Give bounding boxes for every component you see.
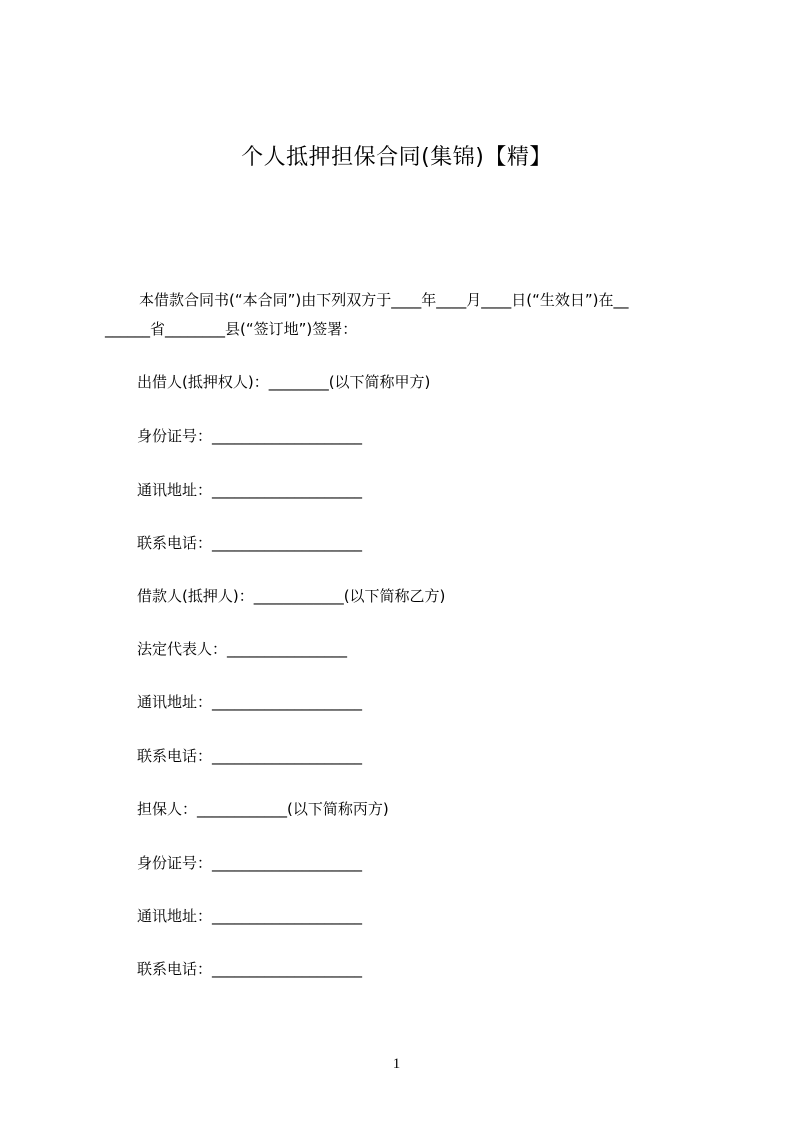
intro-line-1: 本借款合同书(“本合同”)由下列双方于____年____月____日(“生效日”)在__: [139, 291, 629, 309]
lender-address-field: 通讯地址：____________________: [137, 481, 363, 499]
guarantor-phone-field: 联系电话：____________________: [137, 960, 363, 978]
borrower-address-field: 通讯地址：____________________: [137, 693, 363, 711]
borrower-field: 借款人(抵押人)：____________(以下简称乙方): [137, 587, 446, 605]
lender-phone-field: 联系电话：____________________: [137, 534, 363, 552]
intro-line-2: ______省________县(“签订地”)签署：: [105, 320, 358, 338]
guarantor-id-field: 身份证号：____________________: [137, 854, 363, 872]
borrower-phone-field: 联系电话：____________________: [137, 747, 363, 765]
document-title: 个人抵押担保合同(集锦)【精】: [241, 145, 552, 170]
intro-paragraph: [105, 286, 705, 344]
legal-representative-field: 法定代表人：________________: [137, 640, 348, 658]
page-number: 1: [392, 1056, 401, 1072]
guarantor-field: 担保人：____________(以下简称丙方): [137, 800, 389, 818]
lender-id-field: 身份证号：____________________: [137, 427, 363, 445]
lender-field: 出借人(抵押权人)：________(以下简称甲方): [137, 373, 431, 391]
guarantor-address-field: 通讯地址：____________________: [137, 907, 363, 925]
